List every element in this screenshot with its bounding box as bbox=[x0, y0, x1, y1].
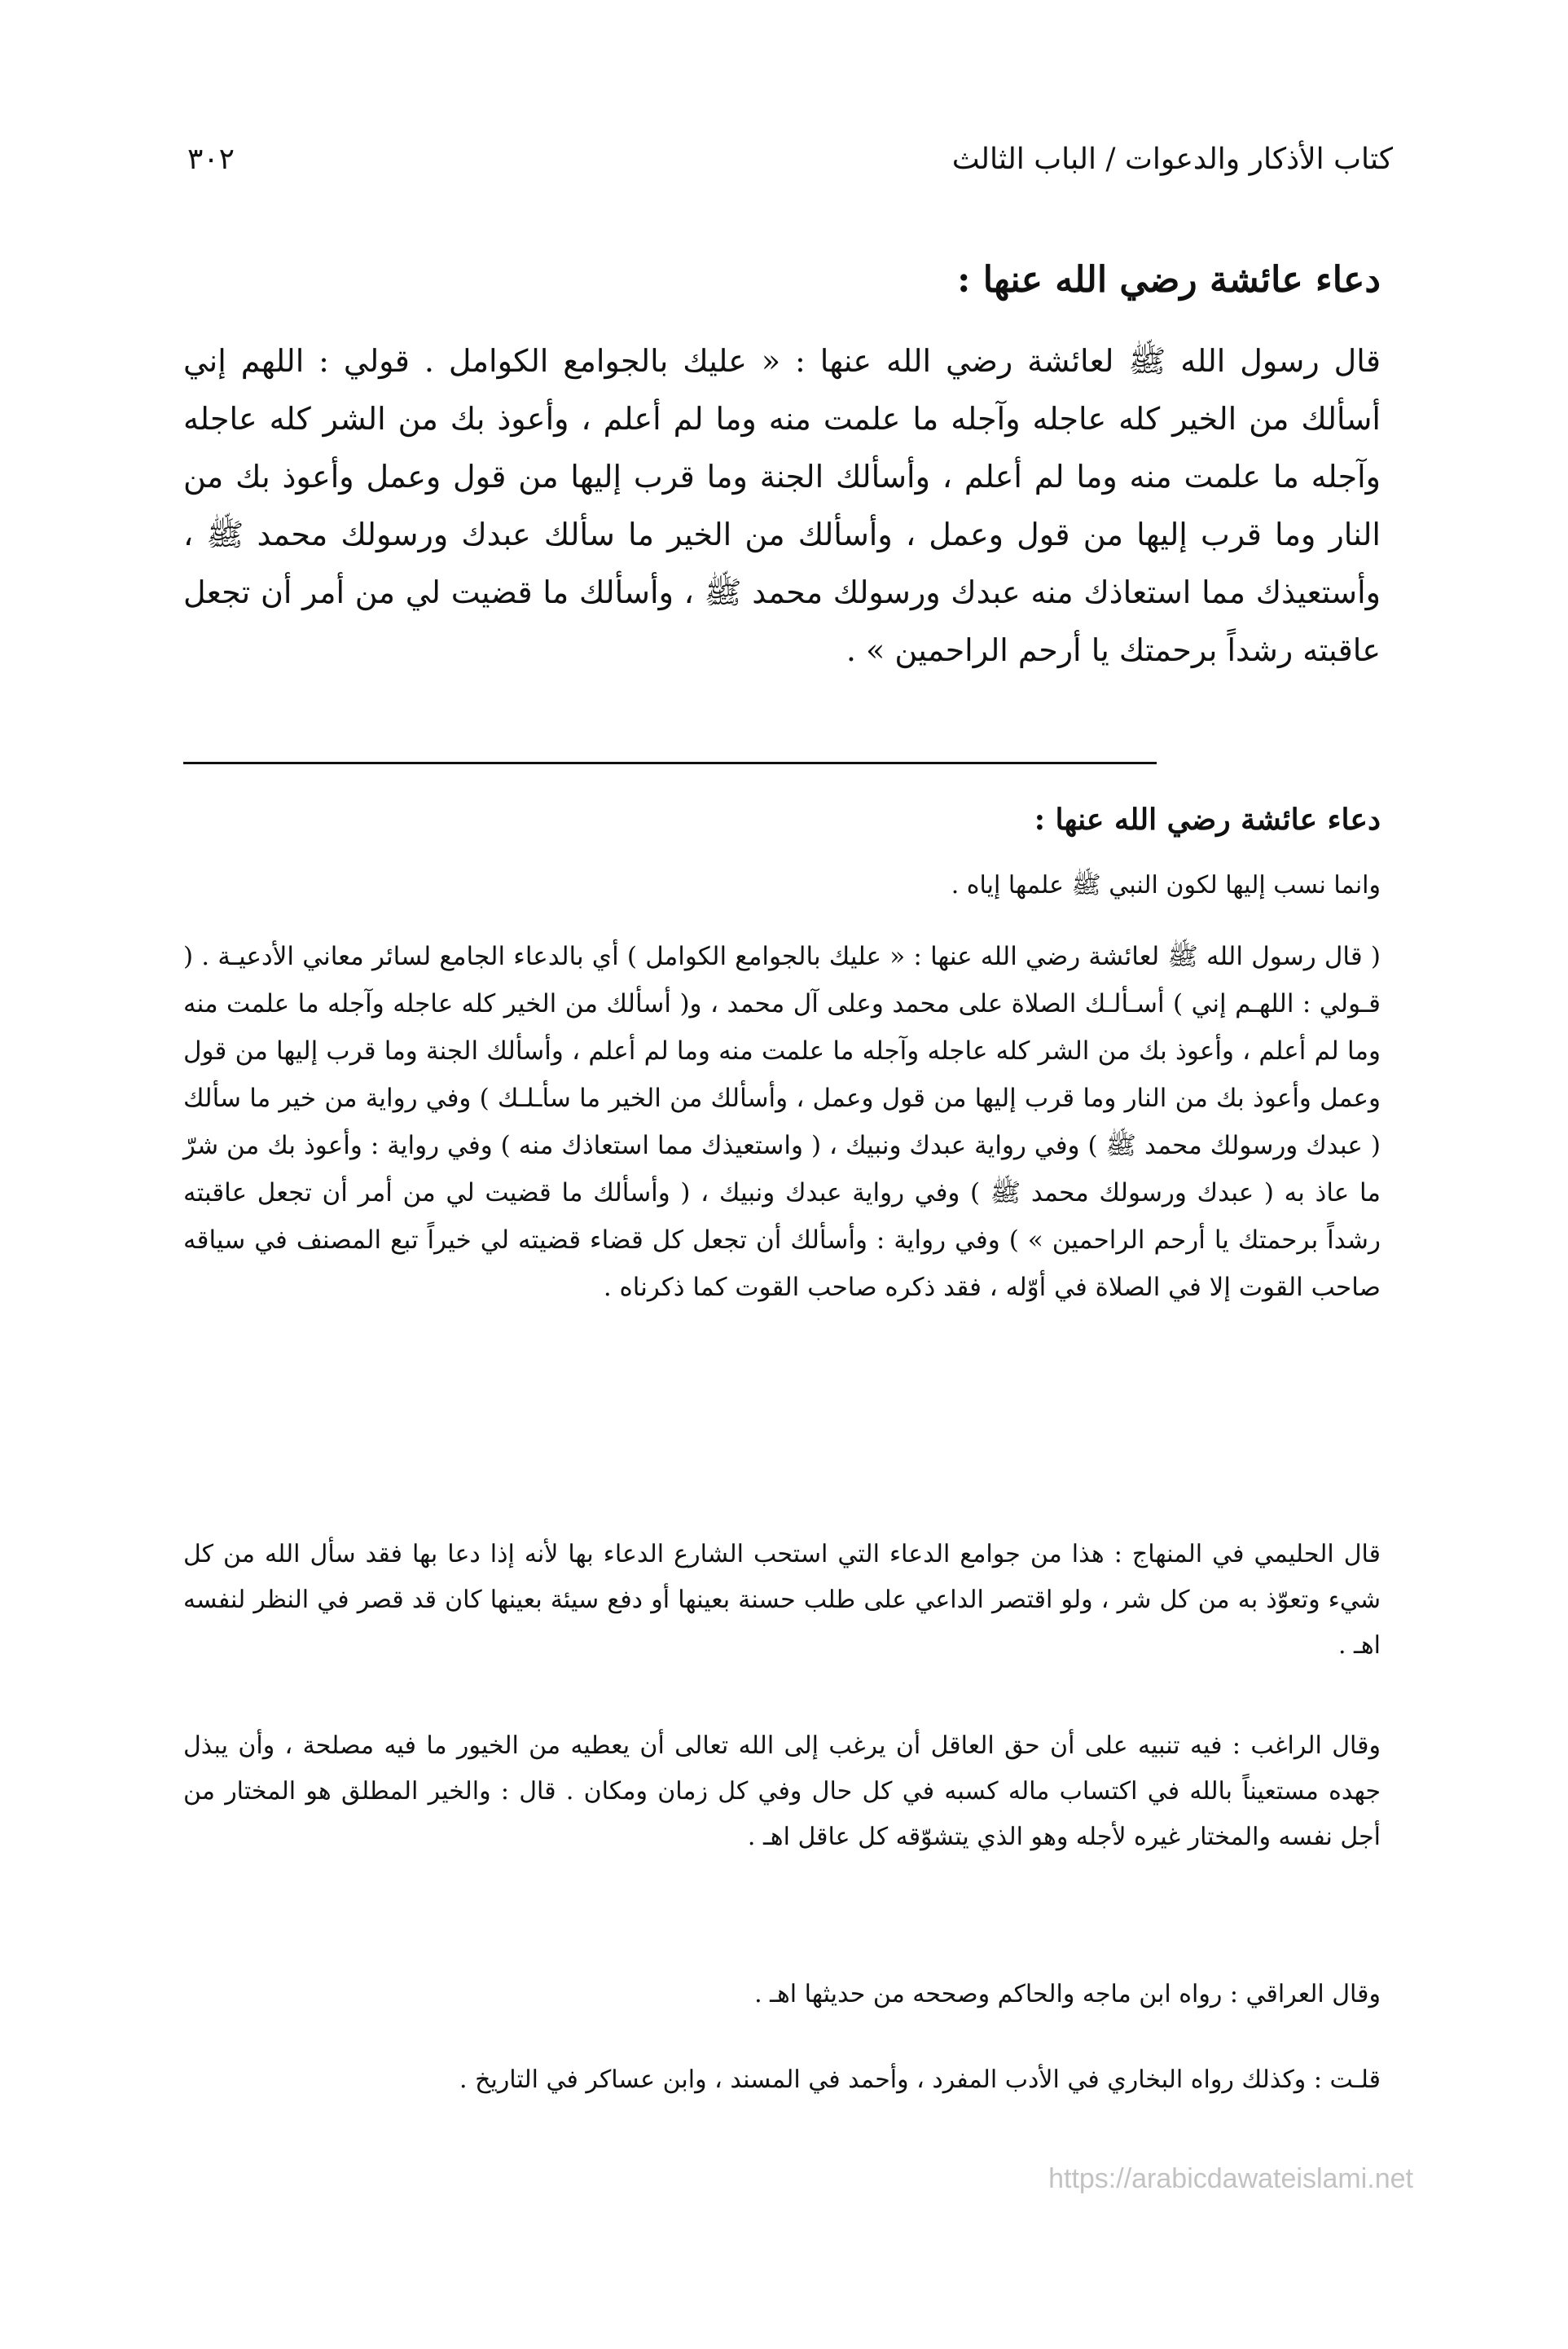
running-head bbox=[187, 134, 1393, 183]
commentary-heading: دعاء عائشة رضي الله عنها : bbox=[1034, 803, 1381, 837]
commentary-paragraph-5: قلـت : وكذلك رواه البخاري في الأدب المفرد ، وأحمد في المسند ، وابن عساكر في التاريخ . bbox=[459, 2065, 1381, 2094]
commentary-paragraph-3: وقال الراغب : فيه تنبيه على أن حق العاقل أن يرغب إلى الله تعالى أن يعطيه من الخيور ما فيه مصلحة ، وأن يبذل جهده مستعيناً بالله في اكتساب ماله كسبه في كل حال وفي كل زمان ومكان . قال : والخير المطلق هو المختار من أجل نفسه والمختار غيره لأجله وهو الذي يتشوّقه كل عاقل اهـ . bbox=[183, 1731, 1381, 1851]
running-head-title: كتاب الأذكار والدعوات / الباب الثالث bbox=[951, 142, 1393, 176]
commentary-paragraph-1: ( قال رسول الله ﷺ لعائشة رضي الله عنها : « عليك بالجوامع الكوامل ) أي بالدعاء الجامع لسائر معاني الأدعيـة . ( قـولي : اللهـم إني ) أسـألـك الصلاة على محمد وعلى آل محمد ، و( أسألك من الخير كله عاجله وآجله ما علمت منه وما لم أعلم ، وأعوذ بك من الشر كله عاجله وآجله ما علمت منه وما لم أعلم ، وأسألك الجنة وما قرب إليها من قول وعمل وأعوذ بك من النار وما قرب إليها من قول وعمل ، وأسألك من الخير ما سأـلـك ) وفي رواية من خير ما سألك ( عبدك ورسولك محمد ﷺ ) وفي رواية عبدك ونبيك ، ( واستعيذك مما استعاذك منه ) وفي رواية : وأعوذ بك من شرّ ما عاذ به ( عبدك ورسولك محمد ﷺ ) وفي رواية عبدك ونبيك ، ( وأسألك ما قضيت لي من أمر أن تجعل عاقبته رشداً برحمتك يا أرحم الراحمين » ) وفي رواية : وأسألك أن تجعل كل قضاء قضيته لي خيراً تبع المصنف في سياقه صاحب القوت إلا في الصلاة في أوّله ، فقد ذكره صاحب القوت كما ذكرناه . bbox=[183, 942, 1381, 1302]
commentary-paragraph-2: قال الحليمي في المنهاج : هذا من جوامع الدعاء التي استحب الشارع الدعاء بها لأنه إذا دعا بها فقد سأل الله من كل شيء وتعوّذ به من كل شر ، ولو اقتصر الداعي على طلب حسنة بعينها أو دفع سيئة بعينها كان قد قصر في النظر لنفسه اهـ . bbox=[183, 1540, 1381, 1660]
main-hadith-text: قال رسول الله ﷺ لعائشة رضي الله عنها : « عليك بالجوامع الكوامل . قولي : اللهم إني أسألك من الخير كله عاجله وآجله ما علمت منه وما لم أعلم ، وأعوذ بك من الشر كله عاجله وآجله ما علمت منه وما لم أعلم ، وأسألك الجنة وما قرب إليها من قول وعمل وأعوذ بك من النار وما قرب إليها من قول وعمل ، وأسألك من الخير ما سألك عبدك ورسولك محمد ﷺ ، وأستعيذك مما استعاذك منه عبدك ورسولك محمد ﷺ ، وأسألك ما قضيت لي من أمر أن تجعل عاقبته رشداً برحمتك يا أرحم الراحمين » . bbox=[183, 343, 1381, 668]
watermark-url: https://arabicdawateislami.net bbox=[1048, 2163, 1413, 2194]
main-heading: دعاء عائشة رضي الله عنها : bbox=[957, 259, 1381, 301]
commentary-intro: وانما نسب إليها لكون النبي ﷺ علمها إياه . bbox=[951, 871, 1381, 900]
page-number: ٣٠٢ bbox=[187, 142, 235, 176]
commentary-paragraph-4: وقال العراقي : رواه ابن ماجه والحاكم وصححه من حديثها اهـ . bbox=[754, 1980, 1381, 2008]
separator-rule bbox=[183, 762, 1157, 764]
